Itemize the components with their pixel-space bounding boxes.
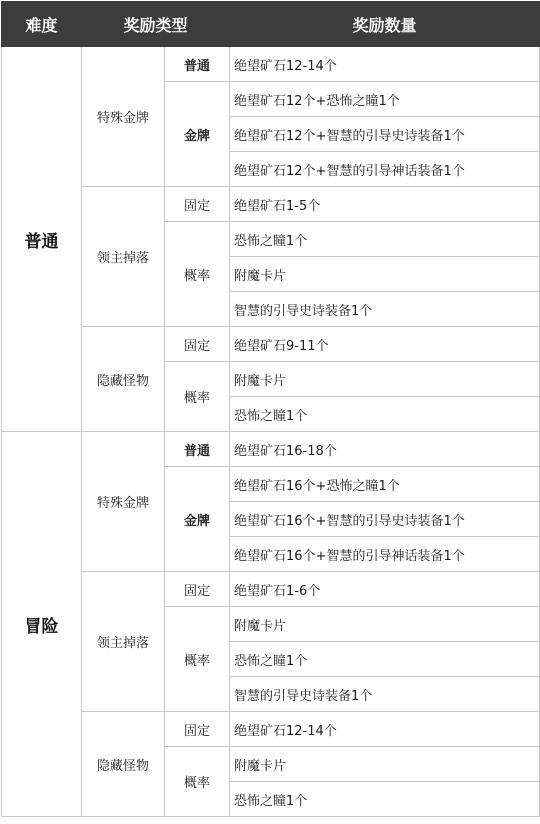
table-row [2, 47, 540, 82]
reward-subtype-cell: 普通 [165, 432, 230, 467]
reward-amount-cell: 绝望矿石12个+智慧的引导史诗装备1个 [230, 117, 540, 152]
reward-amount-cell: 绝望矿石12-14个 [230, 47, 540, 82]
reward-amount-cell: 绝望矿石16个+恐怖之瞳1个 [230, 467, 540, 502]
reward-amount-cell: 绝望矿石1-6个 [230, 572, 540, 607]
reward-subtype-cell: 概率 [165, 607, 230, 712]
reward-amount-cell: 绝望矿石12-14个 [230, 712, 540, 747]
reward-type-cell: 特殊金牌 [82, 432, 165, 572]
table-row [2, 712, 540, 747]
reward-type-cell: 隐藏怪物 [82, 327, 165, 432]
reward-type-cell: 特殊金牌 [82, 47, 165, 187]
reward-subtype-cell: 固定 [165, 712, 230, 747]
reward-subtype-cell: 金牌 [165, 82, 230, 187]
reward-subtype-cell: 普通 [165, 47, 230, 82]
reward-subtype-cell: 概率 [165, 747, 230, 817]
reward-amount-cell: 绝望矿石12个+恐怖之瞳1个 [230, 82, 540, 117]
table-body [2, 47, 540, 817]
reward-amount-cell: 恐怖之瞳1个 [230, 397, 540, 432]
reward-amount-cell: 智慧的引导史诗装备1个 [230, 677, 540, 712]
difficulty-cell: 冒险 [2, 432, 82, 817]
reward-amount-cell: 绝望矿石9-11个 [230, 327, 540, 362]
reward-table [1, 1, 540, 817]
reward-subtype-cell: 固定 [165, 187, 230, 222]
reward-amount-cell: 附魔卡片 [230, 607, 540, 642]
reward-type-cell: 隐藏怪物 [82, 712, 165, 817]
table-row [2, 327, 540, 362]
header-reward-type: 奖励类型 [82, 2, 230, 47]
table-row [2, 432, 540, 467]
reward-subtype-cell: 固定 [165, 327, 230, 362]
reward-subtype-cell: 固定 [165, 572, 230, 607]
reward-type-cell: 领主掉落 [82, 187, 165, 327]
table-header [2, 2, 540, 47]
reward-amount-cell: 恐怖之瞳1个 [230, 222, 540, 257]
reward-amount-cell: 恐怖之瞳1个 [230, 642, 540, 677]
reward-amount-cell: 恐怖之瞳1个 [230, 782, 540, 817]
reward-subtype-cell: 概率 [165, 362, 230, 432]
header-difficulty: 难度 [2, 2, 82, 47]
reward-amount-cell: 绝望矿石16个+智慧的引导史诗装备1个 [230, 502, 540, 537]
difficulty-cell: 普通 [2, 47, 82, 432]
reward-amount-cell: 附魔卡片 [230, 747, 540, 782]
table-row [2, 572, 540, 607]
reward-amount-cell: 智慧的引导史诗装备1个 [230, 292, 540, 327]
header-row [2, 2, 540, 47]
header-reward-amount: 奖励数量 [230, 2, 540, 47]
reward-type-cell: 领主掉落 [82, 572, 165, 712]
reward-subtype-cell: 金牌 [165, 467, 230, 572]
reward-amount-cell: 附魔卡片 [230, 362, 540, 397]
reward-amount-cell: 绝望矿石16个+智慧的引导神话装备1个 [230, 537, 540, 572]
table-row [2, 187, 540, 222]
reward-amount-cell: 绝望矿石12个+智慧的引导神话装备1个 [230, 152, 540, 187]
reward-amount-cell: 附魔卡片 [230, 257, 540, 292]
reward-amount-cell: 绝望矿石1-5个 [230, 187, 540, 222]
reward-amount-cell: 绝望矿石16-18个 [230, 432, 540, 467]
reward-subtype-cell: 概率 [165, 222, 230, 327]
